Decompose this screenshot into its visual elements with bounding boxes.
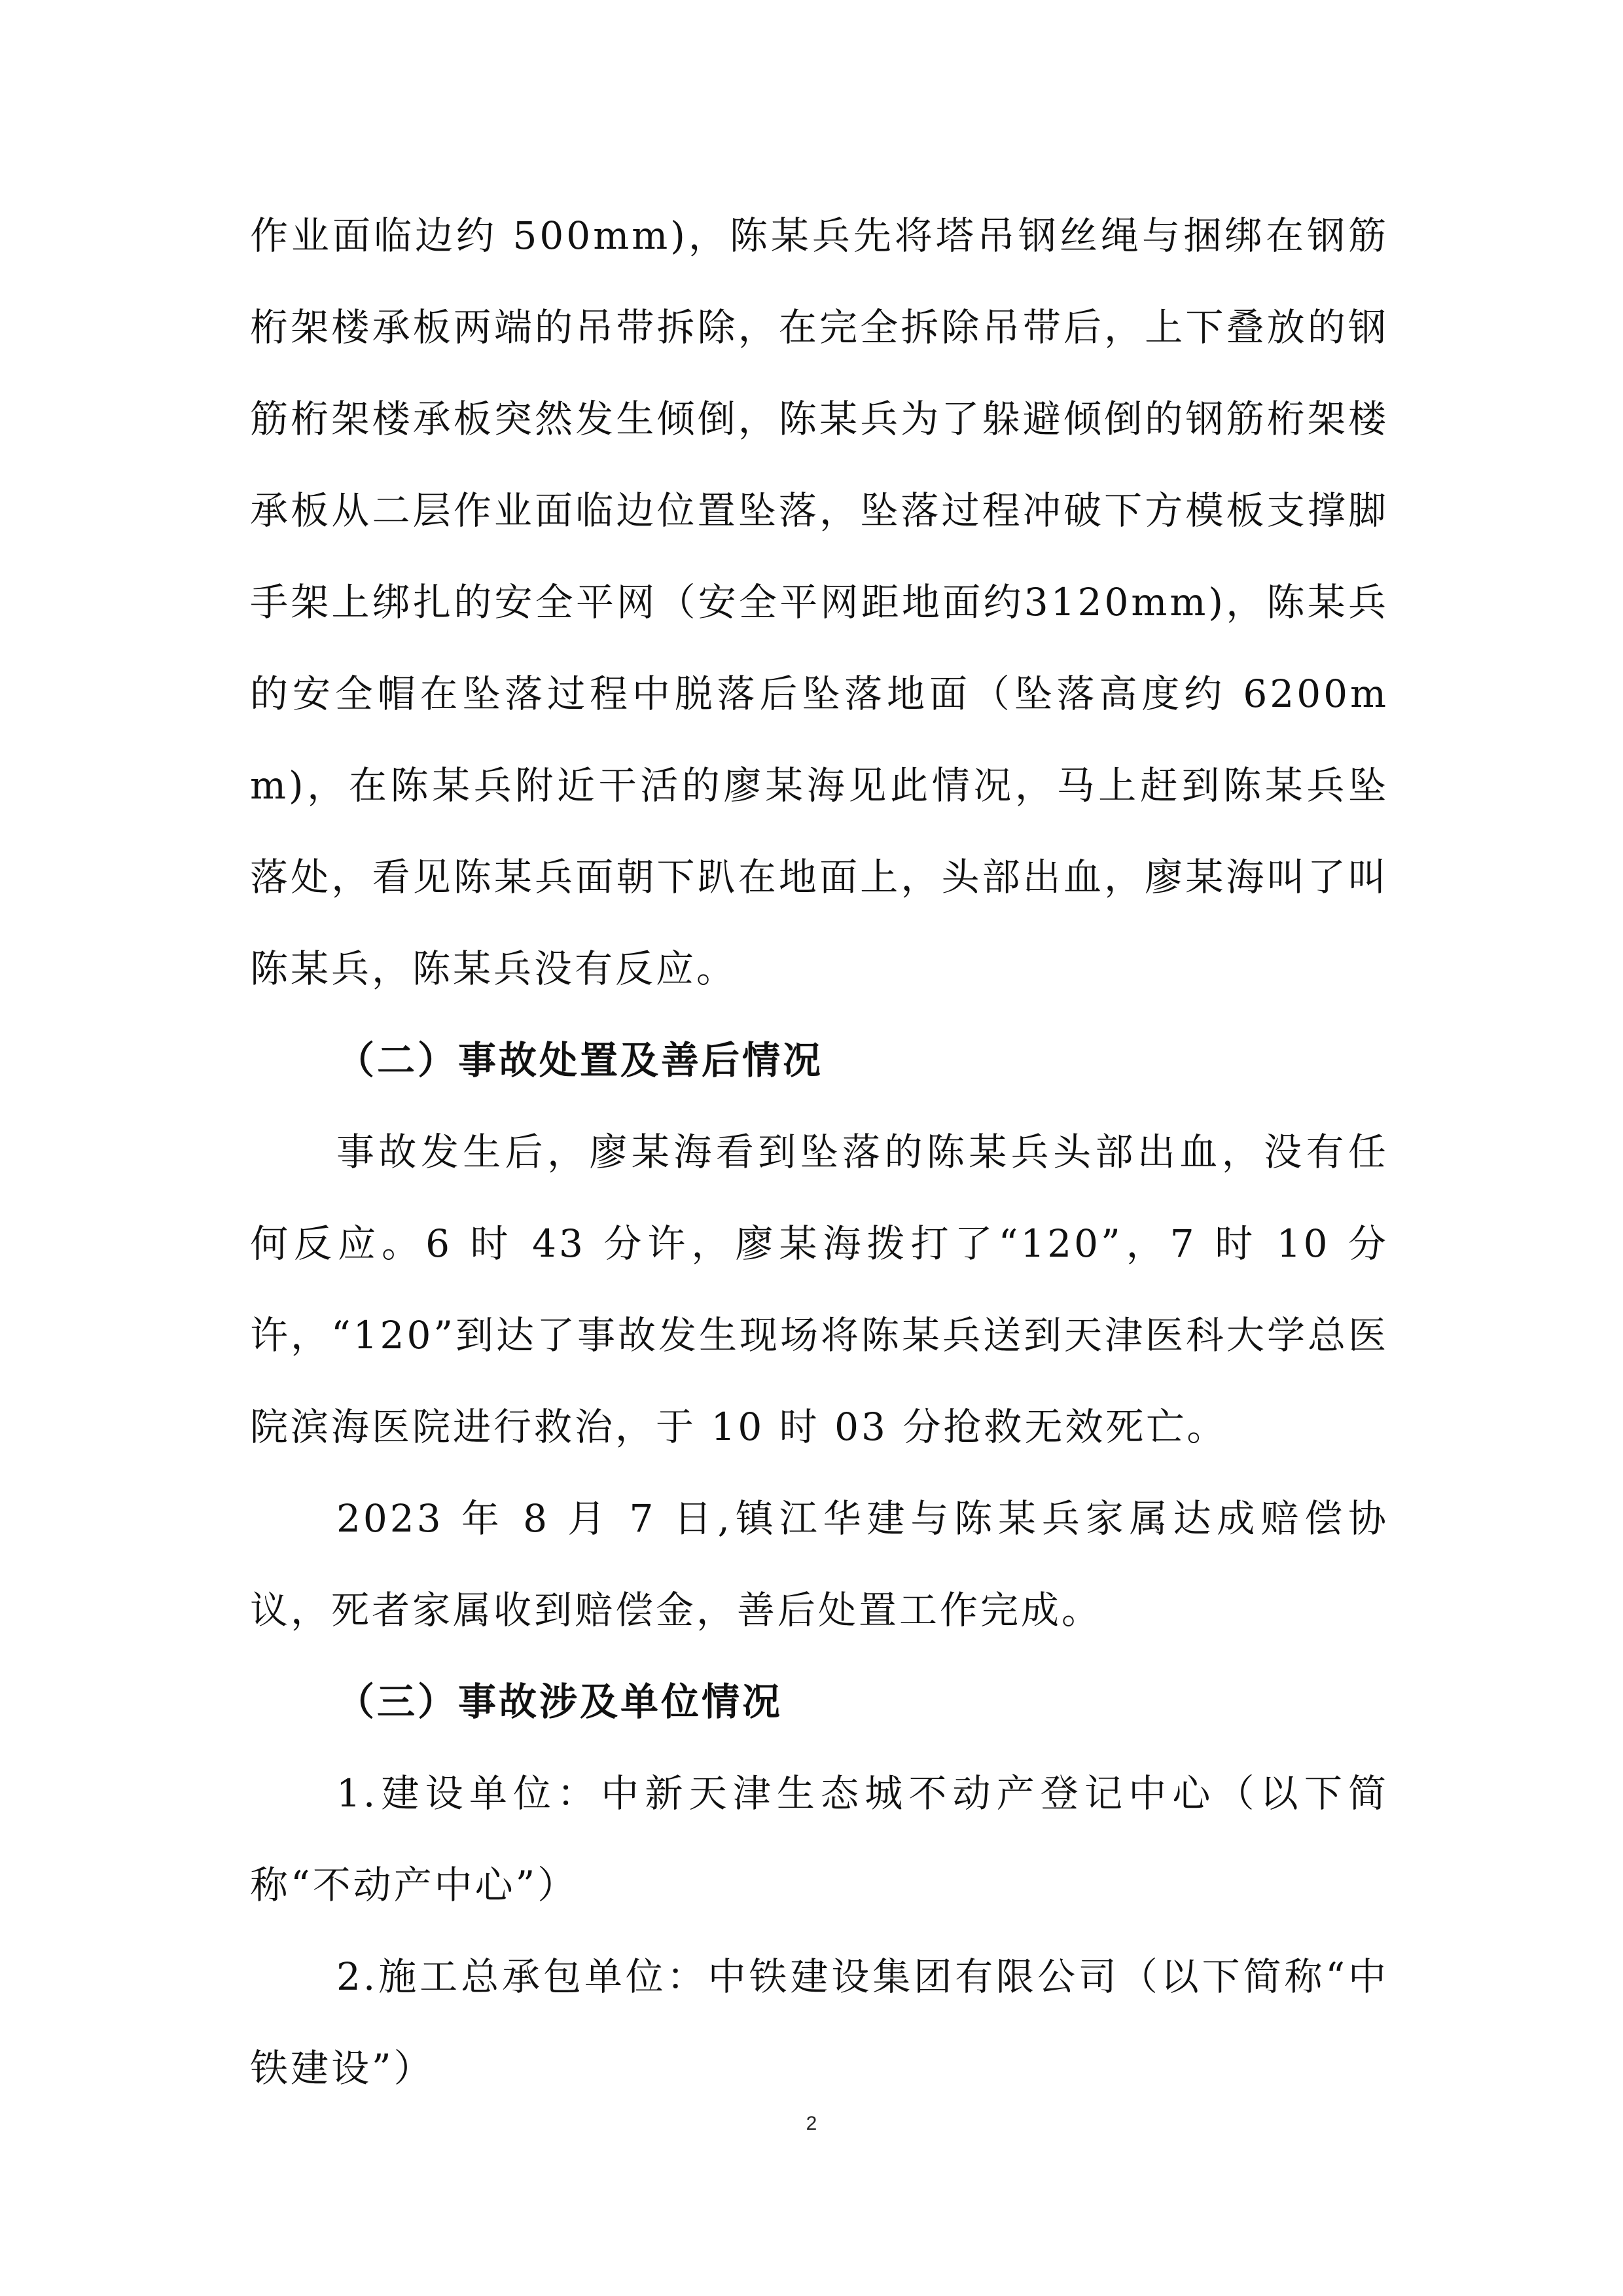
- page-number: 2: [806, 2113, 817, 2134]
- paragraph-fall-description: 作业面临边约 500mm)，陈某兵先将塔吊钢丝绳与捆绑在钢筋桁架楼承板两端的吊带拆除，在完全拆除吊带后，上下叠放的钢筋桁架楼承板突然发生倾倒，陈某兵为了躲避倾倒的钢筋桁架楼承板从二层作业面临边位置坠落，坠落过程冲破下方模板支撑脚手架上绑扎的安全平网（安全平网距地面约3120mm)，陈某兵的安全帽在坠落过程中脱落后坠落地面（坠落高度约 6200mm)，在陈某兵附近干活的廖某海见此情况，马上赶到陈某兵坠落处，看见陈某兵面朝下趴在地面上，头部出血，廖某海叫了叫陈某兵，陈某兵没有反应。: [250, 213, 1389, 991]
- heading-accident-handling: （二）事故处置及善后情况: [336, 1038, 824, 1083]
- document-body: [250, 190, 1389, 2114]
- paragraph-construction-unit: 1.建设单位：中新天津生态城不动产登记中心（以下简称“不动产中心”）: [250, 1771, 1389, 1907]
- paragraph-compensation: 2023 年 8 月 7 日,镇江华建与陈某兵家属达成赔偿协议，死者家属收到赔偿金，善后处置工作完成。: [250, 1496, 1389, 1632]
- paragraph-general-contractor: 2.施工总承包单位：中铁建设集团有限公司（以下简称“中铁建设”）: [250, 1954, 1389, 2090]
- heading-units-involved: （三）事故涉及单位情况: [336, 1679, 783, 1724]
- paragraph-emergency-response: 事故发生后，廖某海看到坠落的陈某兵头部出血，没有任何反应。6 时 43 分许，廖某海拨打了“120”，7 时 10 分许，“120”到达了事故发生现场将陈某兵送到天津医科大学总医院滨海医院进行救治，于 10 时 03 分抢救无效死亡。: [250, 1130, 1389, 1449]
